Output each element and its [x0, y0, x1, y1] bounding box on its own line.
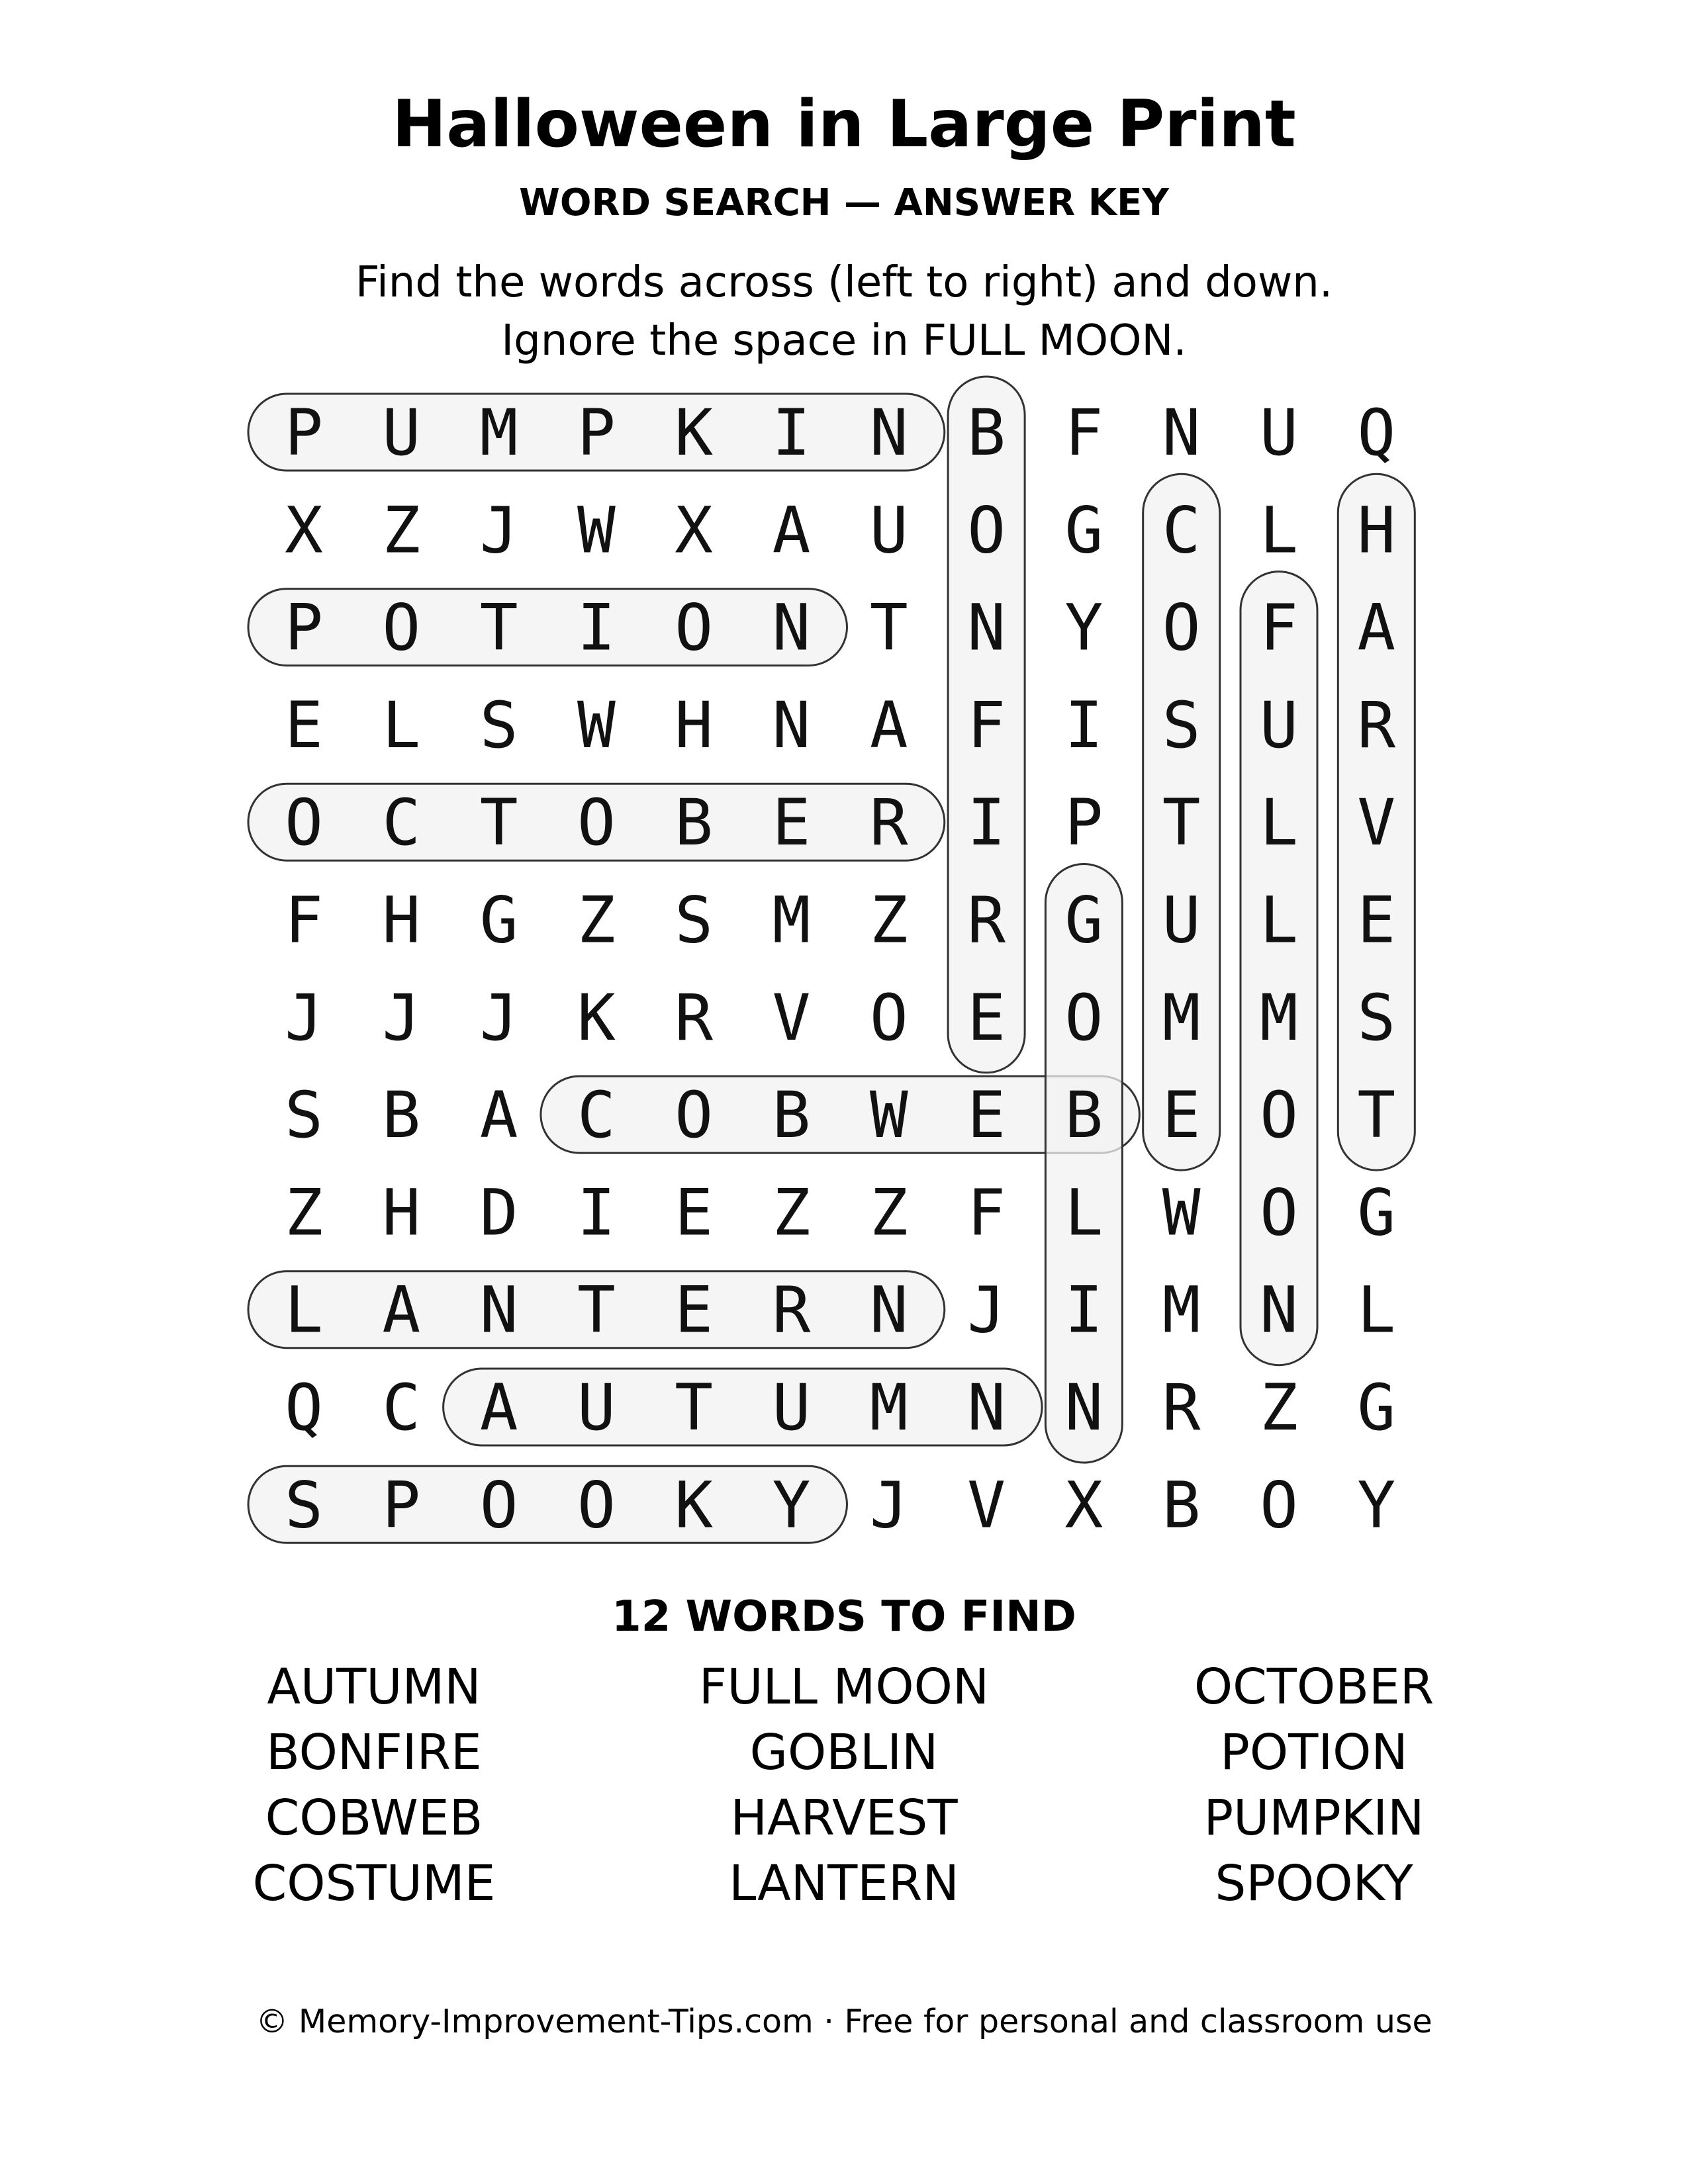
grid-cell-r5-c9: U — [1162, 883, 1201, 958]
grid-cell-r6-c9: M — [1162, 980, 1201, 1055]
grid-cell-r3-c10: U — [1260, 688, 1298, 762]
grid-cell-r11-c7: V — [967, 1468, 1006, 1543]
grid-cell-r8-c7: F — [967, 1175, 1006, 1250]
grid-cell-r0-c4: K — [675, 396, 714, 470]
grid-cell-r2-c6: T — [869, 590, 908, 665]
grid-cell-r9-c1: A — [382, 1273, 421, 1347]
grid-cell-r5-c5: M — [772, 883, 811, 958]
word-list-item: AUTUMN — [267, 1659, 481, 1715]
grid-cell-r7-c2: A — [479, 1078, 518, 1153]
grid-cell-r3-c7: F — [967, 688, 1006, 762]
grid-cell-r4-c0: O — [285, 786, 323, 860]
grid-cell-r10-c6: M — [869, 1371, 908, 1445]
grid-cell-r1-c1: Z — [382, 493, 421, 568]
grid-cell-r7-c0: S — [285, 1078, 323, 1153]
grid-cell-r4-c1: C — [382, 786, 421, 860]
grid-cell-r5-c3: Z — [577, 883, 616, 958]
grid-cell-r8-c4: E — [675, 1175, 714, 1250]
page-subtitle: WORD SEARCH — ANSWER KEY — [519, 181, 1169, 224]
grid-cell-r11-c2: O — [479, 1468, 518, 1543]
grid-cell-r10-c11: G — [1357, 1371, 1396, 1445]
grid-cell-r1-c11: H — [1357, 493, 1396, 568]
grid-cell-r8-c2: D — [479, 1175, 518, 1250]
answer-highlight-spooky — [248, 1466, 847, 1543]
grid-cell-r4-c2: T — [479, 786, 518, 860]
grid-cell-r4-c10: L — [1260, 786, 1298, 860]
grid-cell-r5-c2: G — [479, 883, 518, 958]
word-list-item: LANTERN — [729, 1855, 959, 1912]
word-list-column-3 — [1049, 1655, 1579, 1917]
grid-cell-r1-c3: W — [577, 493, 616, 568]
grid-cell-r11-c8: X — [1064, 1468, 1103, 1543]
grid-cell-r7-c10: O — [1260, 1078, 1298, 1153]
grid-cell-r3-c0: E — [285, 688, 323, 762]
grid-cell-r3-c2: S — [479, 688, 518, 762]
word-list-item: GOBLIN — [749, 1724, 939, 1781]
grid-cell-r4-c4: B — [675, 786, 714, 860]
grid-cell-r9-c0: L — [285, 1273, 323, 1347]
answer-highlights — [248, 377, 1415, 1543]
grid-cell-r4-c8: P — [1064, 786, 1103, 860]
grid-cell-r3-c9: S — [1162, 688, 1201, 762]
grid-cell-r10-c2: A — [479, 1371, 518, 1445]
grid-cell-r5-c1: H — [382, 883, 421, 958]
grid-cell-r9-c11: L — [1357, 1273, 1396, 1347]
grid-cell-r4-c7: I — [967, 786, 1006, 860]
grid-cell-r0-c7: B — [967, 396, 1006, 470]
grid-cell-r8-c6: Z — [869, 1175, 908, 1250]
grid-cell-r1-c6: U — [869, 493, 908, 568]
grid-cell-r2-c5: N — [772, 590, 811, 665]
grid-cell-r2-c9: O — [1162, 590, 1201, 665]
answer-highlight-potion — [248, 589, 847, 666]
grid-cell-r3-c6: A — [869, 688, 908, 762]
word-list-item: POTION — [1220, 1724, 1408, 1781]
grid-cell-r5-c6: Z — [869, 883, 908, 958]
word-list-item: BONFIRE — [266, 1724, 482, 1781]
word-list-item: PUMPKIN — [1203, 1790, 1425, 1846]
grid-cell-r1-c10: L — [1260, 493, 1298, 568]
grid-cell-r4-c6: R — [869, 786, 908, 860]
grid-cell-r6-c8: O — [1064, 980, 1103, 1055]
grid-cell-r11-c4: K — [675, 1468, 714, 1543]
grid-cell-r9-c2: N — [479, 1273, 518, 1347]
grid-cell-r0-c2: M — [479, 396, 518, 470]
grid-cell-r0-c10: U — [1260, 396, 1298, 470]
grid-cell-r11-c6: J — [869, 1468, 908, 1543]
grid-cell-r6-c10: M — [1260, 980, 1298, 1055]
grid-cell-r3-c11: R — [1357, 688, 1396, 762]
grid-cell-r3-c8: I — [1064, 688, 1103, 762]
grid-cell-r1-c5: A — [772, 493, 811, 568]
grid-cell-r9-c5: R — [772, 1273, 811, 1347]
grid-cell-r5-c8: G — [1064, 883, 1103, 958]
grid-cell-r2-c10: F — [1260, 590, 1298, 665]
grid-cell-r10-c7: N — [967, 1371, 1006, 1445]
grid-cell-r1-c7: O — [967, 493, 1006, 568]
grid-cell-r6-c11: S — [1357, 980, 1396, 1055]
grid-cell-r2-c1: O — [382, 590, 421, 665]
grid-cell-r11-c5: Y — [772, 1468, 811, 1543]
grid-cell-r10-c3: U — [577, 1371, 616, 1445]
grid-cell-r9-c7: J — [967, 1273, 1006, 1347]
grid-cell-r11-c11: Y — [1357, 1468, 1396, 1543]
grid-cell-r11-c10: O — [1260, 1468, 1298, 1543]
grid-cell-r10-c9: R — [1162, 1371, 1201, 1445]
grid-cell-r8-c8: L — [1064, 1175, 1103, 1250]
grid-cell-r0-c1: U — [382, 396, 421, 470]
word-list-item: FULL MOON — [698, 1659, 990, 1715]
grid-cell-r9-c4: E — [675, 1273, 714, 1347]
grid-cell-r6-c5: V — [772, 980, 811, 1055]
grid-cell-r5-c11: E — [1357, 883, 1396, 958]
grid-cell-r5-c0: F — [285, 883, 323, 958]
grid-cell-r6-c0: J — [285, 980, 323, 1055]
word-list-item: COSTUME — [252, 1855, 496, 1912]
grid-cell-r1-c0: X — [285, 493, 323, 568]
grid-cell-r10-c0: Q — [285, 1371, 323, 1445]
grid-cell-r5-c4: S — [675, 883, 714, 958]
grid-cell-r4-c5: E — [772, 786, 811, 860]
instruction-line-1: Find the words across (left to right) and down. — [355, 258, 1333, 307]
word-list-item: COBWEB — [265, 1790, 483, 1846]
grid-cell-r3-c1: L — [382, 688, 421, 762]
footer-copyright: © Memory-Improvement-Tips.com · Free for personal and classroom use — [256, 2003, 1432, 2040]
instruction-line-2: Ignore the space in FULL MOON. — [501, 316, 1187, 365]
grid-cell-r0-c5: I — [772, 396, 811, 470]
grid-cell-r7-c1: B — [382, 1078, 421, 1153]
grid-cell-r11-c3: O — [577, 1468, 616, 1543]
grid-cell-r7-c8: B — [1064, 1078, 1103, 1153]
grid-cell-r3-c3: W — [577, 688, 616, 762]
grid-cell-r5-c7: R — [967, 883, 1006, 958]
grid-cell-r9-c10: N — [1260, 1273, 1298, 1347]
grid-cell-r1-c9: C — [1162, 493, 1201, 568]
grid-cell-r0-c3: P — [577, 396, 616, 470]
answer-highlight-autumn — [444, 1369, 1043, 1445]
grid-cell-r1-c2: J — [479, 493, 518, 568]
grid-cell-r6-c6: O — [869, 980, 908, 1055]
grid-cell-r7-c11: T — [1357, 1078, 1396, 1153]
grid-cell-r0-c9: N — [1162, 396, 1201, 470]
grid-cell-r1-c8: G — [1064, 493, 1103, 568]
grid-cell-r10-c4: T — [675, 1371, 714, 1445]
grid-cell-r2-c3: I — [577, 590, 616, 665]
grid-cell-r0-c0: P — [285, 396, 323, 470]
grid-cell-r2-c11: A — [1357, 590, 1396, 665]
grid-cell-r4-c3: O — [577, 786, 616, 860]
word-list-item: OCTOBER — [1194, 1659, 1434, 1715]
grid-cell-r6-c2: J — [479, 980, 518, 1055]
grid-cell-r2-c0: P — [285, 590, 323, 665]
grid-cell-r4-c11: V — [1357, 786, 1396, 860]
grid-cell-r8-c3: I — [577, 1175, 616, 1250]
grid-cell-r9-c9: M — [1162, 1273, 1201, 1347]
words-heading: 12 WORDS TO FIND — [612, 1592, 1076, 1641]
grid-cell-r8-c10: O — [1260, 1175, 1298, 1250]
grid-cell-r8-c0: Z — [285, 1175, 323, 1250]
grid-cell-r7-c9: E — [1162, 1078, 1201, 1153]
grid-cell-r9-c3: T — [577, 1273, 616, 1347]
grid-cell-r9-c8: I — [1064, 1273, 1103, 1347]
word-list-column-2 — [579, 1655, 1109, 1917]
grid-cell-r11-c9: B — [1162, 1468, 1201, 1543]
grid-cell-r0-c6: N — [869, 396, 908, 470]
grid-cell-r6-c4: R — [675, 980, 714, 1055]
grid-cell-r7-c7: E — [967, 1078, 1006, 1153]
grid-cell-r7-c5: B — [772, 1078, 811, 1153]
grid-cell-r6-c7: E — [967, 980, 1006, 1055]
grid-cell-r7-c3: C — [577, 1078, 616, 1153]
grid-cell-r3-c4: H — [675, 688, 714, 762]
grid-cell-r2-c2: T — [479, 590, 518, 665]
grid-cell-r7-c4: O — [675, 1078, 714, 1153]
grid-cell-r3-c5: N — [772, 688, 811, 762]
grid-cell-r2-c7: N — [967, 590, 1006, 665]
grid-cell-r0-c11: Q — [1357, 396, 1396, 470]
grid-cell-r8-c5: Z — [772, 1175, 811, 1250]
grid-cell-r2-c4: O — [675, 590, 714, 665]
grid-cell-r6-c3: K — [577, 980, 616, 1055]
grid-cell-r11-c1: P — [382, 1468, 421, 1543]
grid-cell-r10-c8: N — [1064, 1371, 1103, 1445]
word-list-item: SPOOKY — [1215, 1855, 1413, 1912]
grid-cell-r9-c6: N — [869, 1273, 908, 1347]
grid-cell-r10-c10: Z — [1260, 1371, 1298, 1445]
word-list-column-1 — [109, 1655, 639, 1917]
grid-cell-r5-c10: L — [1260, 883, 1298, 958]
grid-cell-r4-c9: T — [1162, 786, 1201, 860]
grid-cell-r2-c8: Y — [1064, 590, 1103, 665]
grid-cell-r8-c1: H — [382, 1175, 421, 1250]
grid-cell-r6-c1: J — [382, 980, 421, 1055]
grid-cell-r0-c8: F — [1064, 396, 1103, 470]
grid-cell-r10-c5: U — [772, 1371, 811, 1445]
grid-cell-r8-c9: W — [1162, 1175, 1201, 1250]
grid-cell-r10-c1: C — [382, 1371, 421, 1445]
grid-cell-r11-c0: S — [285, 1468, 323, 1543]
word-list-item: HARVEST — [730, 1790, 958, 1846]
grid-cell-r1-c4: X — [675, 493, 714, 568]
grid-cell-r7-c6: W — [869, 1078, 908, 1153]
page-title: Halloween in Large Print — [392, 87, 1296, 162]
grid-cell-r8-c11: G — [1357, 1175, 1396, 1250]
